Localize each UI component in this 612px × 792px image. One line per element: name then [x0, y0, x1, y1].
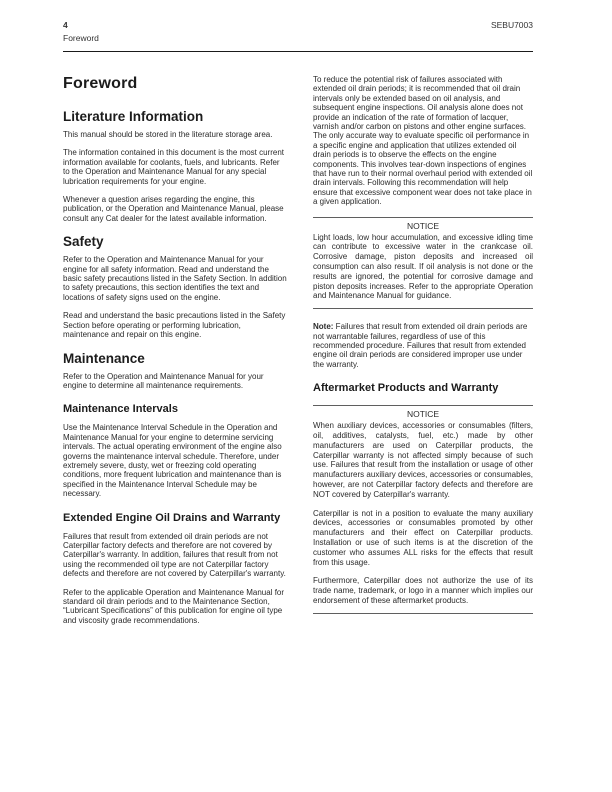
literature-paragraph-3: Whenever a question arises regarding the engine, this publication, or the Operation and Maintenance Manual, please consult any Cat dealer for the latest available information.	[63, 195, 284, 223]
notice-paragraph-1: When auxiliary devices, accessories or consumables (filters, oil, additives, catalysts, fuel, etc.) made by other manufacturers are used on Caterpillar products, the Caterpillar warranty is not affected simply because of such use. Failures that result from the installation or usage of other manufacturers auxiliary devices, accessories or consumables, however, are not Caterpillar factory defects and therefore are NOT covered by Caterpillar's warranty.	[313, 421, 533, 499]
column-right	[313, 75, 533, 634]
oil-drain-risk-paragraph: To reduce the potential risk of failures associated with extended oil drain periods; it is recommended that oil drain intervals only be extended based on oil analysis, and subsequent engine inspections. Oil analysis alone does not provide an indication of the rate of formation of lacquer, varnish and/or carbon on pistons and other engine surfaces. The only accurate way to evaluate specific oil performance in a specific engine and application that utilizes extended oil drain periods is to observe the effects on the engine components. This involves tear-down inspections of engines that have run to their normal overhaul period with extended oil drain intervals. Following this recommendation will help ensure that excessive component wear does not take place in a given application.	[313, 75, 533, 207]
maintenance-paragraph-1: Refer to the Operation and Maintenance Manual for your engine to determine all maintenance requirements.	[63, 371, 264, 390]
literature-information-heading: Literature Information	[63, 109, 204, 124]
page-header	[63, 19, 533, 45]
note-label: Note:	[313, 322, 334, 332]
literature-paragraph-1: This manual should be stored in the literature storage area.	[63, 130, 273, 139]
notice-label: NOTICE	[406, 409, 440, 420]
note-paragraph	[313, 322, 533, 369]
notice-paragraph-3: Furthermore, Caterpillar does not authorize the use of its trade name, trademark, or logo in a manner which implies our endorsement of these aftermarket products.	[313, 576, 533, 606]
safety-paragraph-1: Refer to the Operation and Maintenance Manual for your engine for all safety information. Read and understand the basic safety precautions listed in the Safety Section. In addition to safety precautions, this section identifies the text and locations of safety signs used on the engine.	[63, 255, 287, 302]
notice-box-aftermarket	[313, 405, 533, 614]
foreword-title: Foreword	[63, 75, 138, 92]
maintenance-intervals-heading: Maintenance Intervals	[63, 403, 178, 416]
page-number: 4	[63, 20, 68, 30]
extended-drains-paragraph-2: Refer to the applicable Operation and Maintenance Manual for standard oil drain periods and to the Maintenance Section, “Lubricant Specifications” of this publication for engine oil type and viscosity grade recommendations.	[63, 587, 285, 625]
header-rule	[63, 51, 533, 52]
maintenance-intervals-paragraph-1: Use the Maintenance Interval Schedule in the Operation and Maintenance Manual for your engine to determine servicing intervals. The actual operating environment of the engine also governs the maintenance interval schedule. Therefore, under extremely severe, dusty, wet or freezing cold operating conditions, more frequent lubrication and maintenance than is specified in the Maintenance Interval Schedule may be necessary.	[63, 423, 282, 499]
note-text: Failures that result from extended oil drain periods are not warrantable failures, regardless of use of this recommended procedure. Failures that result from extended engine oil drain periods are considered improper use under the warranty.	[313, 322, 528, 369]
literature-paragraph-2: The information contained in this document is the most current information available for coolants, fuels, and lubricants. Refer to the Operation and Maintenance Manual for any special lubrication requirements for your engine.	[63, 148, 284, 186]
aftermarket-heading: Aftermarket Products and Warranty	[313, 382, 499, 395]
extended-drains-paragraph-1: Failures that result from extended oil drain periods are not Caterpillar factory defects and therefore are not covered by Caterpillar's warranty. In addition, failures that result from not using the recommended oil type are not Caterpillar factory defects and therefore are not covered by Caterpillar's warranty.	[63, 531, 286, 579]
notice-paragraph-2: Caterpillar is not in a position to evaluate the many auxiliary devices, accessories or consumables promoted by other manufacturers and their effect on Caterpillar products. Installation or use of such items is at the discretion of the customer who assumes ALL risks for the effects that result from this usage.	[313, 508, 533, 567]
header-section-label: Foreword	[63, 33, 99, 43]
notice-box-oil-analysis	[313, 217, 533, 310]
doc-code: SEBU7003	[490, 20, 533, 30]
safety-heading: Safety	[63, 234, 104, 250]
maintenance-heading: Maintenance	[63, 350, 145, 366]
notice-label: NOTICE	[406, 220, 440, 231]
column-left	[63, 75, 288, 634]
notice-paragraph: Light loads, low hour accumulation, and excessive idling time can contribute to excessive water in the crankcase oil. Corrosive damage, piston deposits and increased oil consumption can also result. If oil analysis is not done or the results are ignored, the potential for corrosive damage and piston deposits increases. Refer to the appropriate Operation and Maintenance Manual for guidance.	[313, 232, 533, 301]
extended-drains-heading: Extended Engine Oil Drains and Warranty	[63, 511, 281, 524]
safety-paragraph-2: Read and understand the basic precautions listed in the Safety Section before operating or performing lubrication, maintenance and repair on this engine.	[63, 311, 286, 340]
header-left	[63, 19, 99, 45]
two-column-body	[63, 75, 533, 634]
document-page	[63, 19, 533, 779]
